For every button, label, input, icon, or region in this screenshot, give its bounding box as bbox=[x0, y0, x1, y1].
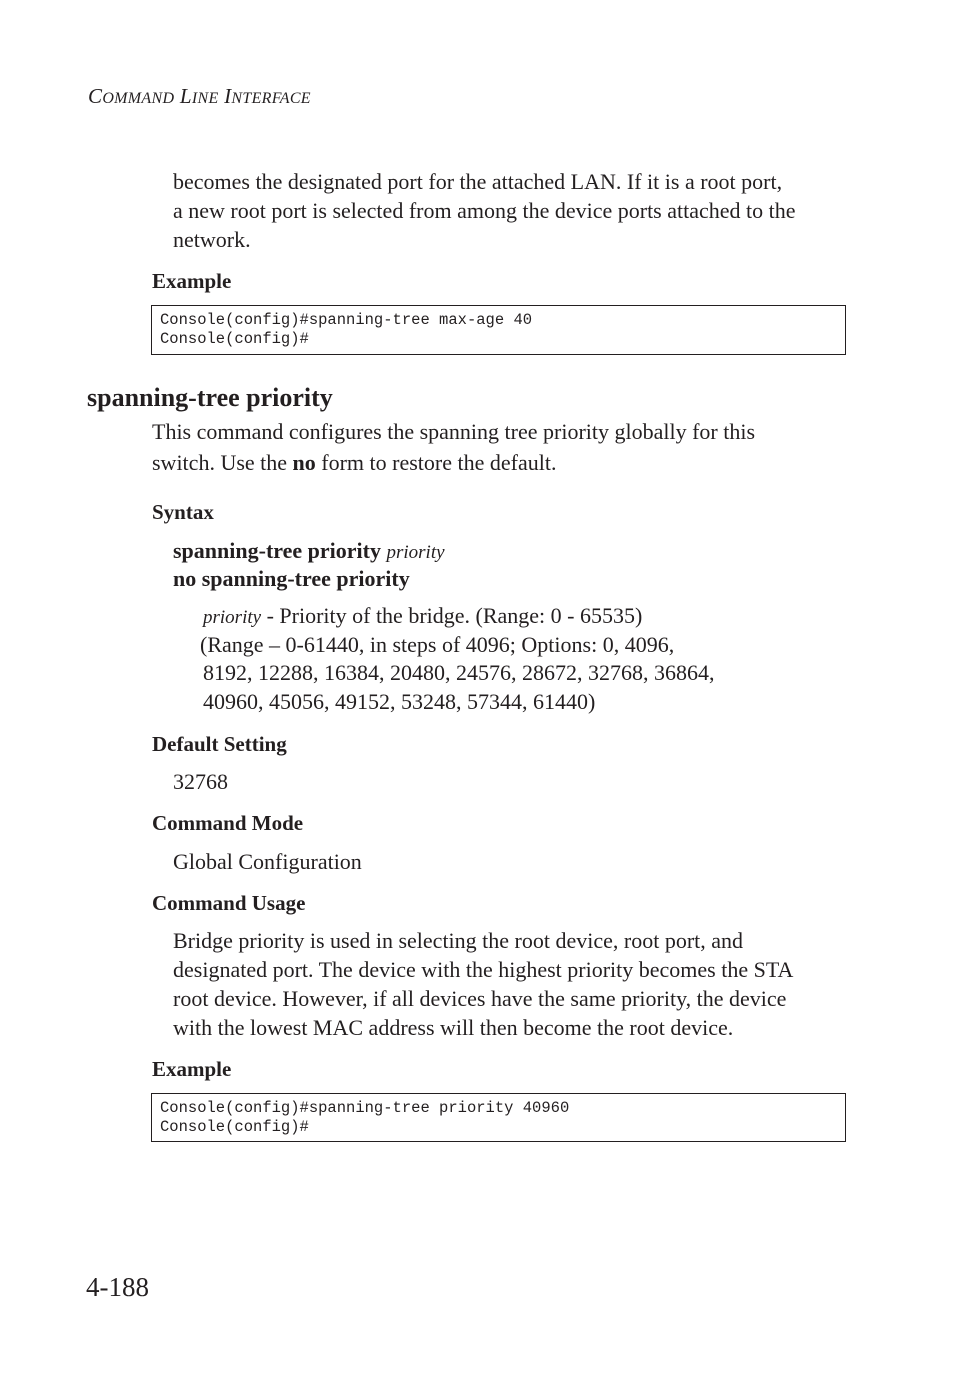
code-line: Console(config)#spanning-tree priority 40960 bbox=[160, 1099, 570, 1117]
description-line: This command configures the spanning tree priority globally for this bbox=[152, 419, 756, 444]
code-line: Console(config)#spanning-tree max-age 40 bbox=[160, 311, 533, 329]
section-title: spanning-tree priority bbox=[87, 383, 333, 412]
running-head-word: INE bbox=[191, 90, 219, 107]
command-mode-heading: Command Mode bbox=[152, 811, 304, 835]
paragraph-line: becomes the designated port for the attached LAN. If it is a root port, bbox=[173, 169, 783, 194]
paragraph-line: designated port. The device with the highest priority becomes the STA bbox=[173, 957, 794, 982]
command-usage-heading: Command Usage bbox=[152, 891, 306, 915]
code-example-box bbox=[151, 1093, 846, 1142]
parameter-name: priority bbox=[203, 607, 262, 628]
syntax-parameter: priority bbox=[386, 542, 445, 563]
default-setting-heading: Default Setting bbox=[152, 732, 287, 756]
syntax-command-text: spanning-tree priority bbox=[173, 538, 381, 563]
code-line: Console(config)# bbox=[160, 1118, 309, 1136]
example-heading: Example bbox=[152, 1057, 232, 1081]
no-keyword: no bbox=[292, 450, 316, 475]
default-setting-value: 32768 bbox=[173, 769, 228, 794]
parameter-description bbox=[203, 601, 642, 632]
paragraph-line: root device. However, if all devices have the same priority, the device bbox=[173, 986, 787, 1011]
intro-paragraph bbox=[173, 167, 796, 254]
parameter-range-line: 40960, 45056, 49152, 53248, 57344, 61440) bbox=[203, 689, 596, 714]
parameter-text: - Priority of the bridge. (Range: 0 - 65535) bbox=[261, 603, 643, 628]
paragraph-line: a new root port is selected from among the device ports attached to the bbox=[173, 198, 796, 223]
paragraph-line: network. bbox=[173, 227, 251, 252]
running-head-word: NTERFACE bbox=[231, 90, 311, 107]
syntax-heading: Syntax bbox=[152, 500, 214, 524]
running-head bbox=[88, 84, 311, 109]
section-description bbox=[152, 416, 755, 478]
running-head-word: OMMAND bbox=[102, 90, 175, 107]
paragraph-line: with the lowest MAC address will then become the root device. bbox=[173, 1015, 734, 1040]
command-mode-value: Global Configuration bbox=[173, 849, 362, 874]
code-example-box bbox=[151, 305, 846, 355]
parameter-range-line: 8192, 12288, 16384, 20480, 24576, 28672, 32768, 36864, bbox=[203, 660, 715, 685]
running-head-initial: L bbox=[179, 84, 192, 108]
paragraph-line: Bridge priority is used in selecting the root device, root port, and bbox=[173, 928, 744, 953]
running-head-initial: C bbox=[88, 84, 103, 108]
page-number: 4-188 bbox=[86, 1272, 149, 1302]
syntax-no-command: no spanning-tree priority bbox=[173, 566, 410, 591]
command-usage-paragraph bbox=[173, 926, 793, 1042]
running-head-initial: I bbox=[224, 84, 232, 108]
description-line bbox=[152, 447, 755, 478]
code-line: Console(config)# bbox=[160, 330, 309, 348]
description-text: switch. Use the bbox=[152, 450, 293, 475]
example-heading: Example bbox=[152, 269, 232, 293]
description-text: form to restore the default. bbox=[315, 450, 557, 475]
parameter-range-line: (Range – 0-61440, in steps of 4096; Options: 0, 4096, bbox=[200, 632, 675, 657]
syntax-command bbox=[173, 537, 445, 567]
